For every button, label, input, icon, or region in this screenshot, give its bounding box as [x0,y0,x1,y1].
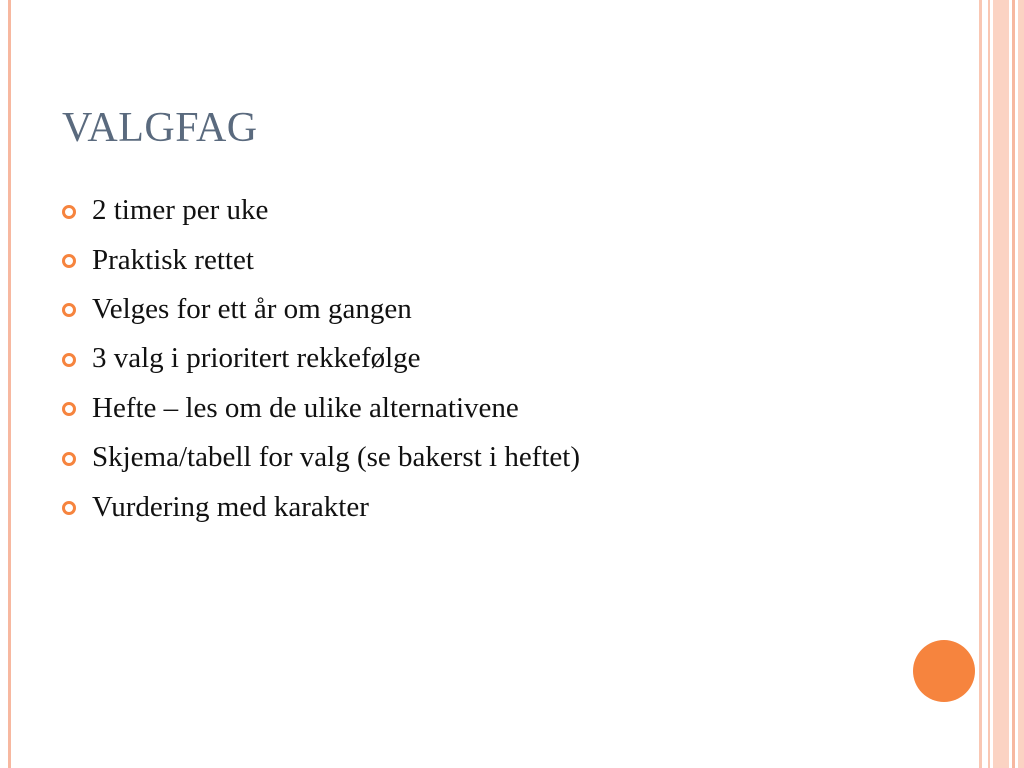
bullet-ring-icon [62,452,76,466]
bullet-item [62,384,580,433]
bullet-text: Praktisk rettet [92,243,254,276]
slide-title: VALGFAG [62,105,258,151]
bullet-item [62,482,580,531]
bullet-text: Velges for ett år om gangen [92,292,412,325]
bullet-item [62,285,580,334]
bullet-list [62,186,580,532]
bullet-text: Hefte – les om de ulike alternativene [92,391,519,424]
right-decorative-stripe [979,0,982,768]
bullet-item [62,186,580,235]
bullet-ring-icon [62,254,76,268]
bullet-text: Vurdering med karakter [92,490,369,523]
bullet-item [62,433,580,482]
bullet-text: 3 valg i prioritert rekkefølge [92,342,421,375]
bullet-item [62,334,580,383]
right-decorative-stripe [1012,0,1015,768]
bullet-text: 2 timer per uke [92,194,269,227]
left-border-line [8,0,11,768]
bullet-ring-icon [62,501,76,515]
decorative-circle-icon [913,640,975,702]
bullet-ring-icon [62,353,76,367]
right-decorative-stripe [993,0,1009,768]
right-decorative-stripe [1018,0,1024,768]
bullet-text: Skjema/tabell for valg (se bakerst i heftet) [92,441,580,474]
bullet-item [62,235,580,284]
bullet-ring-icon [62,303,76,317]
right-decorative-stripe [988,0,990,768]
bullet-ring-icon [62,205,76,219]
bullet-ring-icon [62,402,76,416]
